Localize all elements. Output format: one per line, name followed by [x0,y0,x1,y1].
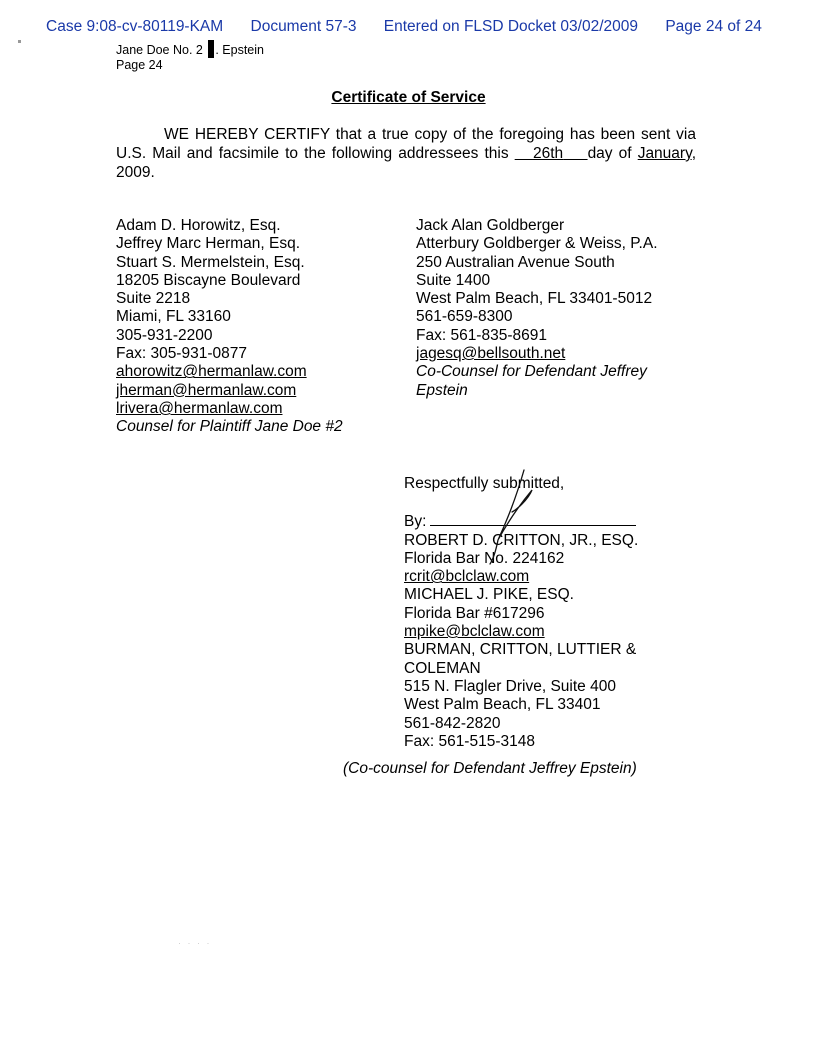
email-link[interactable]: jherman@hermanlaw.com [116,381,297,399]
service-day-value: 26th [532,145,564,162]
address-line: Fax: 305-931-0877 [116,345,247,363]
certificate-title: Certificate of Service [331,89,486,106]
service-month: January [637,145,692,162]
firm-address: West Palm Beach, FL 33401 [404,696,601,714]
email-link[interactable]: jagesq@bellsouth.net [416,345,566,363]
email-link[interactable]: mpike@bclclaw.com [404,623,545,641]
firm-phone: 561-842-2820 [404,714,501,732]
email-link[interactable]: ahorowitz@hermanlaw.com [116,363,307,381]
attorney-name: ROBERT D. CRITTON, JR., ESQ. [404,531,639,549]
counsel-role: Counsel for Plaintiff Jane Doe #2 [116,418,343,436]
address-line: Suite 2218 [116,290,191,308]
by-label: By: [404,513,427,531]
firm-address: 515 N. Flagler Drive, Suite 400 [404,677,616,695]
address-line: West Palm Beach, FL 33401-5012 [416,290,653,308]
address-line: Miami, FL 33160 [116,308,231,326]
cocounsel-note: (Co-counsel for Defendant Jeffrey Epstein) [343,760,637,777]
running-head-caption [116,40,264,58]
running-head-page: Page 24 [116,58,163,72]
running-head [116,40,264,73]
redaction-mark [208,40,214,58]
addressee-defense-cocounsel [416,217,658,400]
counsel-role: Epstein [416,381,468,399]
firm-name: BURMAN, CRITTON, LUTTIER & [404,641,637,659]
case-number: Case 9:08-cv-80119-KAM [46,18,224,35]
address-line: 18205 Biscayne Boulevard [116,271,301,289]
service-year: , 2009. [116,145,696,181]
addressee-plaintiff-counsel [116,217,343,437]
bar-number: Florida Bar No. 224162 [404,549,565,567]
address-line: 305-931-2200 [116,326,213,344]
certify-text-b: day of [587,145,638,162]
firm-name: COLEMAN [404,659,481,677]
attorney-name: MICHAEL J. PIKE, ESQ. [404,586,574,604]
address-line: 250 Australian Avenue South [416,253,615,271]
address-line: 561-659-8300 [416,308,513,326]
scan-artifact: · · · · [178,938,212,948]
docket-entry-date: Entered on FLSD Docket 03/02/2009 [383,18,638,35]
respectfully-submitted: Respectfully submitted, [404,475,565,492]
docket-header [46,18,786,36]
address-line: Adam D. Horowitz, Esq. [116,217,281,234]
address-line: Jeffrey Marc Herman, Esq. [116,235,301,253]
address-line: Suite 1400 [416,271,491,289]
email-link[interactable]: lrivera@hermanlaw.com [116,399,283,417]
address-line: Fax: 561-835-8691 [416,326,547,344]
address-line: Atterbury Goldberger & Weiss, P.A. [416,235,658,253]
address-line: Jack Alan Goldberger [416,217,565,234]
certification-paragraph [116,125,696,182]
certify-text-a: WE HEREBY CERTIFY that a true copy of the foregoing has been sent via U.S. Mail and facsimile to the following addressees this [116,126,696,162]
service-day [515,145,588,162]
handwritten-signature [488,466,550,566]
firm-fax: Fax: 561-515-3148 [404,732,535,750]
bar-number: Florida Bar #617296 [404,604,545,622]
scan-speck [18,40,21,43]
page-count: Page 24 of 24 [665,18,762,35]
address-line: Stuart S. Mermelstein, Esq. [116,253,305,271]
document-number: Document 57-3 [250,18,357,35]
running-head-case-b: . Epstein [215,43,264,57]
running-head-case-a: Jane Doe No. 2 [116,43,203,57]
counsel-role: Co-Counsel for Defendant Jeffrey [416,363,647,381]
email-link[interactable]: rcrit@bclclaw.com [404,568,530,586]
